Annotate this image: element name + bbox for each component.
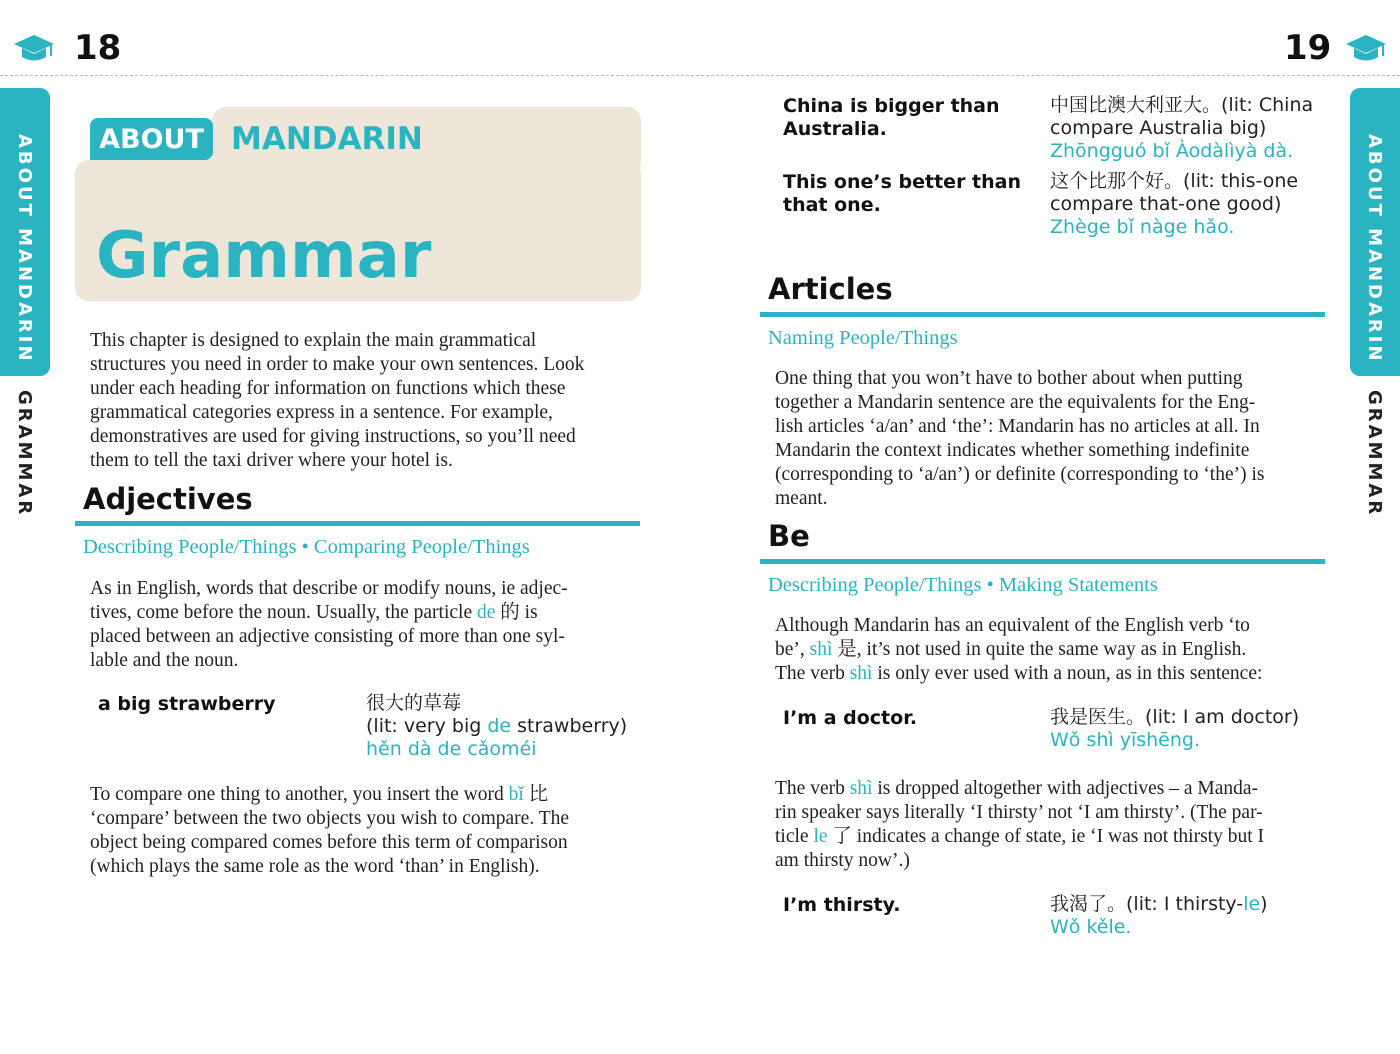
- example-translation: 我渴了。(lit: I thirsty-le) Wǒ kěle.: [1050, 893, 1268, 938]
- subheading-adjectives: Describing People/Things • Comparing People/Things: [83, 536, 530, 558]
- example-english: I’m a doctor.: [783, 707, 918, 729]
- example-translation: 这个比那个好。(lit: this-one compare that-one good) Zhège bǐ nàge hǎo.: [1050, 170, 1299, 238]
- articles-paragraph: One thing that you won’t have to bother about when putting together a Mandarin sentence are the equivalents for the Eng- lish articles ‘a/an’ and ‘the’: Mandarin has no articles at all. In Mandarin the context indicates whether something indefinite (corresponding to ‘a/an’) or definite (corresponding to ‘the’) is meant.: [775, 368, 1265, 509]
- subheading-articles: Naming People/Things: [768, 327, 958, 349]
- intro-paragraph: This chapter is designed to explain the main grammatical structures you need in order to make your own sentences. Look under each heading for information on functions which these grammatical categories express in a sentence. For example, demonstratives are used for giving instructions, so you’ll need them to tell the taxi driver where your hotel is.: [90, 330, 585, 471]
- graduation-cap-icon: [12, 30, 56, 66]
- section-heading-be: Be: [768, 519, 810, 553]
- example-translation: 我是医生。(lit: I am doctor) Wǒ shì yīshēng.: [1050, 706, 1300, 751]
- example-english: a big strawberry: [98, 693, 276, 715]
- section-rule: [760, 559, 1325, 564]
- header-divider: [0, 75, 1400, 76]
- side-tab-label: ABOUT MANDARIN: [1364, 134, 1385, 364]
- page-title: Grammar: [96, 219, 432, 293]
- side-section-label: GRAMMAR: [1364, 390, 1385, 518]
- side-tab-label: ABOUT MANDARIN: [14, 134, 35, 364]
- example-english: China is bigger than Australia.: [783, 95, 1000, 140]
- example-translation: 很大的草莓 (lit: very big de strawberry) hěn dà de cǎoméi: [366, 692, 628, 760]
- example-english: This one’s better than that one.: [783, 171, 1022, 216]
- side-section-label: GRAMMAR: [14, 390, 35, 518]
- adjectives-paragraph-1: As in English, words that describe or modify nouns, ie adjec- tives, come before the noun. Usually, the particle de 的 is placed between an adjective consisting of more than one syl- lable and the noun.: [90, 578, 568, 671]
- adjectives-paragraph-2: To compare one thing to another, you insert the word bǐ 比 ‘compare’ between the two objects you wish to compare. The object being compared comes before this term of comparison (which plays the same role as the word ‘than’ in English).: [90, 784, 570, 877]
- side-tab-left: [0, 88, 50, 376]
- be-paragraph-1: Although Mandarin has an equivalent of the English verb ‘to be’, shì 是, it’s not used in quite the same way as in English. The verb shì is only ever used with a noun, as in this sentence:: [775, 615, 1263, 684]
- section-rule: [760, 312, 1325, 317]
- section-rule: [75, 521, 640, 526]
- side-tab-right: [1350, 88, 1400, 376]
- section-heading-adjectives: Adjectives: [83, 482, 253, 516]
- section-heading-articles: Articles: [768, 272, 893, 306]
- example-english: I’m thirsty.: [783, 894, 901, 916]
- chapter-label: MANDARIN: [231, 121, 423, 157]
- page-number-left: 18: [74, 28, 122, 68]
- example-translation: 中国比澳大利亚大。(lit: China compare Australia big) Zhōngguó bǐ Àodàlìyà dà.: [1050, 94, 1314, 162]
- page-number-right: 19: [1284, 28, 1332, 68]
- about-badge: ABOUT: [90, 118, 213, 160]
- subheading-be: Describing People/Things • Making Statements: [768, 574, 1158, 596]
- graduation-cap-icon: [1344, 30, 1388, 66]
- be-paragraph-2: The verb shì is dropped altogether with adjectives – a Manda- rin speaker says literally ‘I thirsty’ not ‘I am thirsty’. (The par- ticle le 了 indicates a change of state, ie ‘I was not thirsty but I am thirsty now’.): [775, 778, 1264, 871]
